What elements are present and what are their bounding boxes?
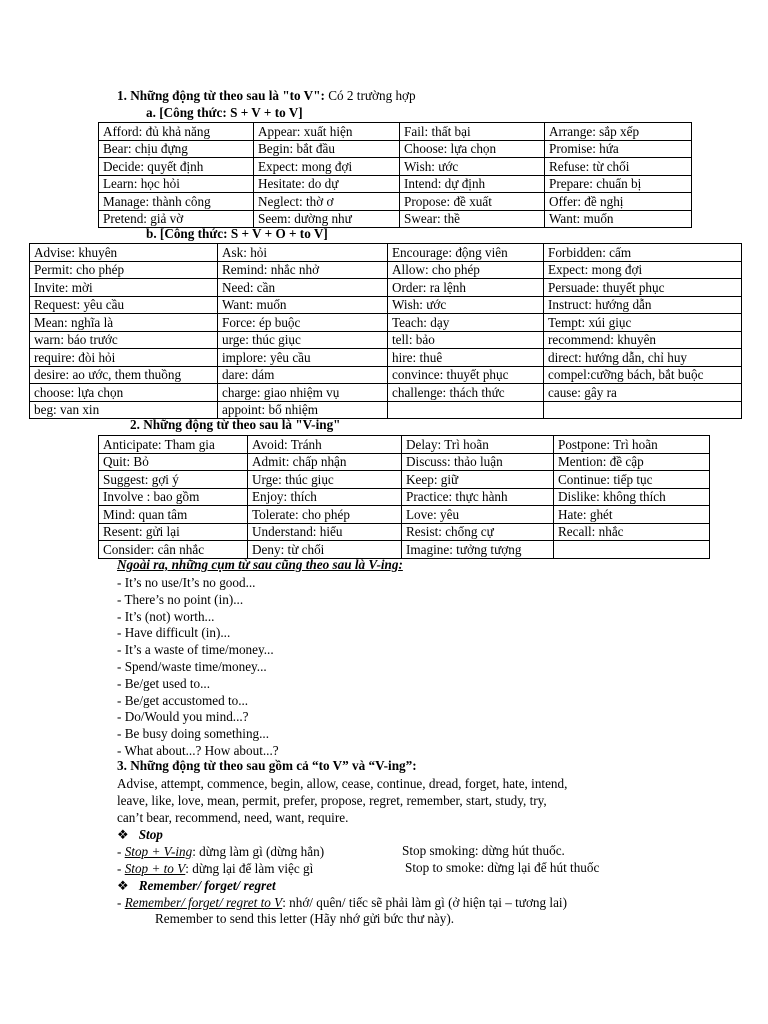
v-ing-verbs-table: [98, 435, 710, 559]
table-cell: hire: thuê: [388, 349, 544, 367]
table-cell: require: đòi hỏi: [30, 349, 218, 367]
table-cell: Dislike: không thích: [554, 488, 710, 506]
object-to-v-verbs-table: [29, 243, 742, 419]
list-item: - It’s a waste of time/money...: [117, 642, 274, 658]
table-row: [99, 541, 710, 559]
table-row: [99, 140, 692, 158]
table-cell: Mean: nghĩa là: [30, 314, 218, 332]
table-cell: Bear: chịu đựng: [99, 140, 254, 158]
table-cell: Propose: đề xuất: [400, 193, 545, 211]
table-cell: [544, 401, 742, 419]
table-cell: Advise: khuyên: [30, 244, 218, 262]
table-row: [99, 453, 710, 471]
table-row: [99, 471, 710, 489]
list-item: - Be/get accustomed to...: [117, 692, 249, 708]
remember-prefix: -: [117, 895, 125, 910]
table-cell: Hesitate: do dự: [254, 175, 400, 193]
bullet-diamond-icon: ❖: [117, 827, 129, 842]
stop-ving-example: Stop smoking: dừng hút thuốc.: [402, 843, 565, 858]
stop-tov-formula: Stop + to V: [124, 861, 186, 876]
table-row: [99, 506, 710, 524]
table-cell: Pretend: giả vờ: [99, 210, 254, 228]
to-v-verbs-table: [98, 122, 692, 228]
table-cell: Wish: ước: [400, 158, 545, 176]
table-cell: Want: muốn: [545, 210, 692, 228]
table-cell: [388, 401, 544, 419]
table-cell: Want: muốn: [218, 296, 388, 314]
table-cell: Tolerate: cho phép: [248, 506, 402, 524]
table-cell: Fail: thất bại: [400, 123, 545, 141]
table-cell: challenge: thách thức: [388, 384, 544, 402]
list-item: - Spend/waste time/money...: [117, 659, 267, 674]
table-cell: Love: yêu: [402, 506, 554, 524]
stop-title: Stop: [138, 827, 163, 842]
table-cell: Keep: giữ: [402, 471, 554, 489]
table-cell: Offer: đề nghị: [545, 193, 692, 211]
table-cell: Anticipate: Tham gia: [99, 436, 248, 454]
table-cell: Urge: thúc giục: [248, 471, 402, 489]
table-cell: Postpone: Trì hoãn: [554, 436, 710, 454]
list-item: - What about...? How about...?: [117, 743, 279, 758]
table-row: [30, 244, 742, 262]
table-cell: [554, 541, 710, 559]
table-row: [99, 123, 692, 141]
table-cell: Avoid: Tránh: [248, 436, 402, 454]
table-row: [30, 349, 742, 367]
section-3-para-line-2: leave, like, love, mean, permit, prefer, propose, regret, remember, start, study, try,: [117, 793, 547, 808]
section-1b-title: b. [Công thức: S + V + O + to V]: [146, 226, 328, 241]
table-cell: Imagine: tưởng tượng: [402, 541, 554, 559]
table-cell: Request: yêu cầu: [30, 296, 218, 314]
list-item: - There’s no point (in)...: [117, 591, 244, 607]
table-cell: dare: dám: [218, 366, 388, 384]
table-cell: Manage: thành công: [99, 193, 254, 211]
stop-ving-prefix: -: [117, 844, 125, 859]
section-2-heading: 2. Những động từ theo sau là "V-ing": [130, 417, 341, 432]
table-cell: Afford: đủ khả năng: [99, 123, 254, 141]
section-3-para-line-1: Advise, attempt, commence, begin, allow, cease, continue, dread, forget, hate, intend,: [117, 776, 568, 791]
table-cell: Choose: lựa chọn: [400, 140, 545, 158]
table-cell: Resist: chống cự: [402, 523, 554, 541]
table-cell: tell: bảo: [388, 331, 544, 349]
table-row: [99, 193, 692, 211]
table-cell: Force: ép buộc: [218, 314, 388, 332]
table-cell: Continue: tiếp tục: [554, 471, 710, 489]
table-row: [99, 175, 692, 193]
remember-line: [117, 894, 567, 911]
table-cell: Invite: mời: [30, 279, 218, 297]
table-row: [30, 366, 742, 384]
section-1-heading-bold: 1. Những động từ theo sau là "to V":: [117, 88, 329, 103]
table-row: [30, 261, 742, 279]
table-cell: charge: giao nhiệm vụ: [218, 384, 388, 402]
table-row: [30, 279, 742, 297]
table-cell: Discuss: thảo luận: [402, 453, 554, 471]
table-cell: Expect: mong đợi: [254, 158, 400, 176]
table-cell: Expect: mong đợi: [544, 261, 742, 279]
stop-tov-example: Stop to smoke: dừng lại để hút thuốc: [405, 860, 600, 875]
table-cell: Forbidden: cấm: [544, 244, 742, 262]
table-row: [99, 488, 710, 506]
table-cell: Swear: thề: [400, 210, 545, 228]
table-row: [99, 436, 710, 454]
table-cell: desire: ao ước, them thuồng: [30, 366, 218, 384]
table-cell: Admit: chấp nhận: [248, 453, 402, 471]
table-cell: Deny: từ chối: [248, 541, 402, 559]
table-cell: Encourage: động viên: [388, 244, 544, 262]
table-cell: Enjoy: thích: [248, 488, 402, 506]
table-cell: Tempt: xúi giục: [544, 314, 742, 332]
table-row: [30, 401, 742, 419]
section-1-heading-tail: Có 2 trường hợp: [328, 88, 416, 103]
table-cell: Persuade: thuyết phục: [544, 279, 742, 297]
remember-example: Remember to send this letter (Hãy nhớ gửi bức thư này).: [155, 911, 455, 926]
table-cell: Neglect: thờ ơ: [254, 193, 400, 211]
table-cell: warn: báo trước: [30, 331, 218, 349]
list-item: - Have difficult (in)...: [117, 625, 231, 641]
table-cell: urge: thúc giục: [218, 331, 388, 349]
table-row: [30, 384, 742, 402]
stop-subheading: [117, 826, 163, 843]
table-cell: Mind: quan tâm: [99, 506, 248, 524]
table-cell: compel:cưỡng bách, bắt buộc: [544, 366, 742, 384]
table-cell: Hate: ghét: [554, 506, 710, 524]
stop-ving-meaning: : dừng làm gì (dừng hẳn): [192, 844, 325, 859]
stop-tov-meaning: : dừng lại để làm việc gì: [185, 861, 314, 876]
table-cell: Begin: bắt đầu: [254, 140, 400, 158]
bullet-diamond-icon: ❖: [117, 878, 129, 893]
table-cell: Promise: hứa: [545, 140, 692, 158]
table-cell: Refuse: từ chối: [545, 158, 692, 176]
list-item: - Do/Would you mind...?: [117, 709, 249, 725]
remember-formula: Remember/ forget/ regret to V: [124, 895, 283, 910]
table-row: [99, 523, 710, 541]
section-1a-title: a. [Công thức: S + V + to V]: [146, 105, 303, 120]
table-cell: Practice: thực hành: [402, 488, 554, 506]
table-cell: direct: hướng dẫn, chỉ huy: [544, 349, 742, 367]
stop-tov-line: [117, 860, 313, 877]
remember-title: Remember/ forget/ regret: [138, 878, 276, 893]
table-row: [99, 210, 692, 228]
section-3-para-line-3: can’t bear, recommend, need, want, require.: [117, 810, 349, 825]
table-cell: Intend: dự định: [400, 175, 545, 193]
table-cell: Decide: quyết định: [99, 158, 254, 176]
table-cell: Quit: Bỏ: [99, 453, 248, 471]
section-3-heading: 3. Những động từ theo sau gồm cả “to V” và “V-ing”:: [117, 758, 417, 773]
table-cell: Appear: xuất hiện: [254, 123, 400, 141]
list-item: - Be/get used to...: [117, 675, 211, 691]
table-cell: implore: yêu cầu: [218, 349, 388, 367]
table-cell: Resent: gửi lại: [99, 523, 248, 541]
table-cell: Instruct: hướng dẫn: [544, 296, 742, 314]
table-cell: beg: van xin: [30, 401, 218, 419]
table-row: [99, 158, 692, 176]
remember-subheading: [117, 877, 276, 894]
table-cell: Delay: Trì hoãn: [402, 436, 554, 454]
section-1-heading: [117, 88, 416, 104]
list-item: - It’s (not) worth...: [117, 608, 215, 624]
table-cell: Learn: học hỏi: [99, 175, 254, 193]
stop-ving-line: [117, 843, 324, 860]
table-cell: Recall: nhắc: [554, 523, 710, 541]
table-row: [30, 296, 742, 314]
v-ing-phrases-title: Ngoài ra, những cụm từ sau cũng theo sau là V-ing:: [117, 557, 403, 572]
table-cell: cause: gây ra: [544, 384, 742, 402]
table-cell: Remind: nhắc nhở: [218, 261, 388, 279]
table-cell: Consider: cân nhắc: [99, 541, 248, 559]
table-cell: recommend: khuyên: [544, 331, 742, 349]
table-cell: Allow: cho phép: [388, 261, 544, 279]
table-row: [30, 331, 742, 349]
table-cell: Mention: đề cập: [554, 453, 710, 471]
table-cell: Arrange: sắp xếp: [545, 123, 692, 141]
table-cell: Ask: hỏi: [218, 244, 388, 262]
table-cell: Prepare: chuẩn bị: [545, 175, 692, 193]
list-item: - It’s no use/It’s no good...: [117, 575, 256, 590]
table-cell: Suggest: gợi ý: [99, 471, 248, 489]
table-cell: choose: lựa chọn: [30, 384, 218, 402]
table-cell: Seem: dường như: [254, 210, 400, 228]
list-item: - Be busy doing something...: [117, 726, 270, 742]
table-cell: Involve : bao gồm: [99, 488, 248, 506]
stop-ving-formula: Stop + V-ing: [124, 844, 193, 859]
table-cell: Wish: ước: [388, 296, 544, 314]
table-row: [30, 314, 742, 332]
table-cell: appoint: bổ nhiệm: [218, 401, 388, 419]
table-cell: Teach: dạy: [388, 314, 544, 332]
table-cell: Permit: cho phép: [30, 261, 218, 279]
stop-tov-prefix: -: [117, 861, 125, 876]
table-cell: Order: ra lệnh: [388, 279, 544, 297]
table-cell: Need: cần: [218, 279, 388, 297]
remember-meaning: : nhớ/ quên/ tiếc sẽ phải làm gì (ở hiện tại – tương lai): [282, 895, 567, 910]
table-cell: Understand: hiểu: [248, 523, 402, 541]
table-cell: convince: thuyết phục: [388, 366, 544, 384]
